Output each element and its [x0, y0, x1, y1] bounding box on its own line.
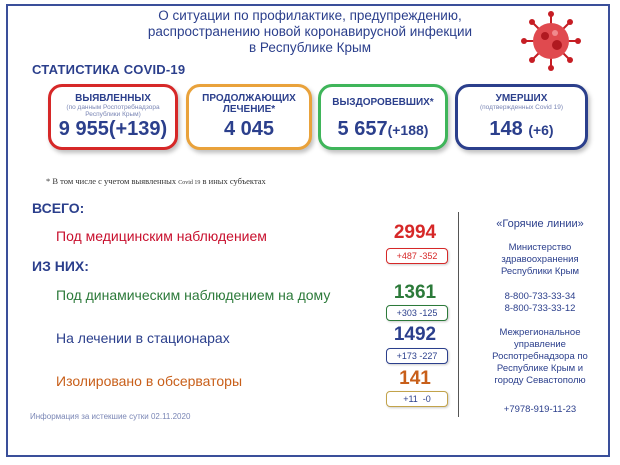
value-home-observation: 1361	[393, 282, 437, 303]
coronavirus-icon	[520, 10, 582, 72]
page-title	[130, 8, 490, 56]
card-deaths	[455, 84, 588, 150]
rospotrebnadzor-phone: +7978-919-11-23	[503, 404, 577, 415]
row-label-home-observation: Под динамическим наблюдением на дому	[56, 287, 331, 303]
info-date: Информация за истекшие сутки 02.11.2020	[30, 412, 191, 421]
title-line: О ситуации по профилактике, предупреждению,	[158, 8, 462, 23]
card-value: 4 045	[223, 118, 275, 140]
hotlines-title: «Горячие линии»	[496, 218, 584, 230]
change-badge: +173 -227	[386, 348, 448, 364]
row-label-medical-observation: Под медицинским наблюдением	[56, 228, 267, 244]
rospotrebnadzor-name: Межрегиональное управление Роспотребнадзора по Республике Крым и городу Севастополю	[492, 327, 588, 386]
card-sublabel: (по данным Роспотребнадзора	[66, 104, 160, 111]
card-sublabel: (подтвержденных Covid 19)	[479, 104, 564, 111]
card-value: 148 (+6)	[489, 118, 554, 140]
title-line: в Республике Крым	[248, 40, 372, 55]
card-detected	[48, 84, 178, 150]
card-label: ПРОДОЛЖАЮЩИХ	[202, 93, 296, 104]
card-recovered	[318, 84, 448, 150]
title-line: распространению новой коронавирусной инфекции	[147, 24, 473, 39]
stats-heading: СТАТИСТИКА COVID-19	[32, 62, 186, 77]
value-medical-observation: 2994	[393, 222, 437, 243]
card-value: 9 955(+139)	[58, 118, 168, 140]
of-them-heading: ИЗ НИХ:	[32, 258, 89, 274]
value-hospital: 1492	[393, 324, 437, 345]
card-label: ВЫЯВЛЕННЫХ	[75, 93, 151, 104]
ministry-name: Министерство здравоохранения Республики Крым	[500, 242, 580, 277]
change-badge: +487 -352	[386, 248, 448, 264]
change-badge: +303 -125	[386, 305, 448, 321]
row-label-observatory: Изолировано в обсерваторы	[56, 373, 243, 389]
footnote: * В том числе с учетом выявленных Covid 19 в иных субъектах	[46, 176, 266, 186]
total-heading: ВСЕГО:	[32, 200, 85, 216]
divider	[458, 212, 459, 417]
ministry-phones: 8-800-733-33-34 8-800-733-33-12	[504, 291, 576, 314]
value-observatory: 141	[399, 368, 431, 389]
card-value: 5 657(+188)	[337, 118, 429, 140]
card-in-treatment	[186, 84, 312, 150]
card-label: ЛЕЧЕНИЕ*	[222, 104, 276, 115]
card-label: ВЫЗДОРОВЕВШИХ*	[332, 97, 434, 108]
change-badge: +11 -0	[386, 391, 448, 407]
card-label: УМЕРШИХ	[495, 93, 548, 104]
row-label-hospital: На лечении в стационарах	[56, 330, 230, 346]
card-sublabel: Республики Крым)	[85, 111, 141, 118]
